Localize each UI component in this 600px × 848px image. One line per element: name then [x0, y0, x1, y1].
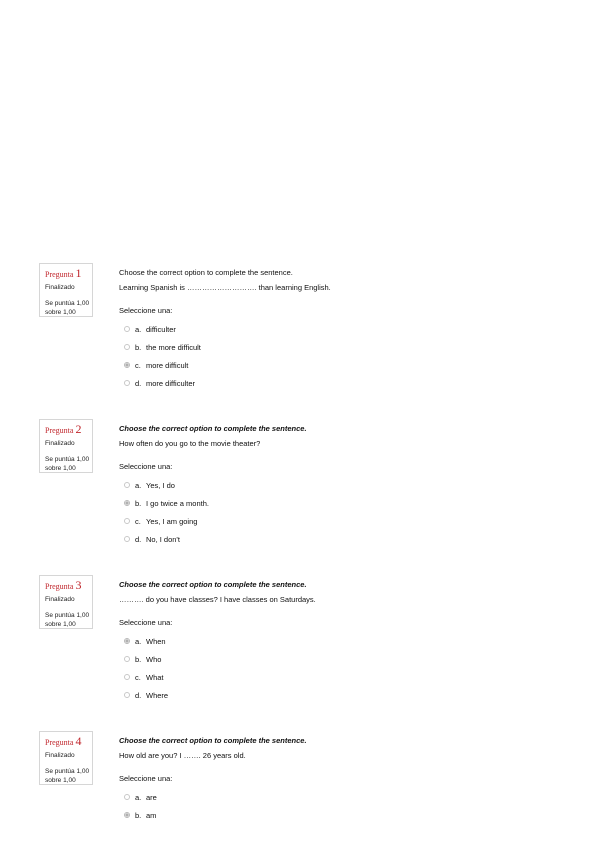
question-number-label — [45, 267, 92, 281]
option-letter: d. — [135, 534, 142, 544]
question-content — [119, 424, 539, 548]
option-text: I go twice a month. — [146, 498, 209, 508]
option-letter: b. — [135, 342, 142, 352]
question-grade-line2: sobre 1,00 — [45, 465, 76, 472]
option-text: When — [146, 636, 166, 646]
option-letter: b. — [135, 654, 142, 664]
radio-button[interactable] — [124, 482, 130, 488]
question-content — [119, 580, 539, 704]
question-info-box — [39, 419, 93, 473]
question-state: Finalizado — [45, 284, 75, 291]
question-word: Pregunta — [45, 738, 76, 747]
select-one-label: Seleccione una: — [119, 462, 173, 471]
option-letter: d. — [135, 690, 142, 700]
option-text: What — [146, 672, 164, 682]
option-letter: c. — [135, 672, 141, 682]
question-info-box — [39, 731, 93, 785]
option-letter: a. — [135, 324, 142, 334]
option-letter: a. — [135, 792, 142, 802]
question-prompt: Choose the correct option to complete the sentence. — [119, 580, 307, 589]
option-letter: d. — [135, 378, 142, 388]
radio-button[interactable] — [124, 536, 130, 542]
answer-option[interactable] — [119, 788, 539, 806]
question-number-label — [45, 735, 92, 749]
option-text: are — [146, 792, 157, 802]
answer-option[interactable] — [119, 494, 539, 512]
option-text: Where — [146, 690, 169, 700]
option-text: the more difficult — [146, 342, 201, 352]
radio-button[interactable] — [124, 344, 130, 350]
question-number: 2 — [75, 422, 82, 436]
select-one-label: Seleccione una: — [119, 774, 173, 783]
option-text: Yes, I am going — [146, 516, 198, 526]
option-text: more difficult — [146, 360, 189, 370]
question-content — [119, 268, 539, 392]
question-grade-line2: sobre 1,00 — [45, 777, 76, 784]
answer-option[interactable] — [119, 374, 539, 392]
question-number-label — [45, 579, 92, 593]
question-info-box — [39, 263, 93, 317]
radio-button[interactable] — [124, 692, 130, 698]
question-prompt: Choose the correct option to complete the sentence. — [119, 268, 293, 277]
select-one-label: Seleccione una: — [119, 618, 173, 627]
answer-option[interactable] — [119, 632, 539, 650]
option-letter: a. — [135, 480, 142, 490]
radio-button[interactable] — [124, 656, 130, 662]
question-grade-line1: Se puntúa 1,00 — [45, 300, 90, 307]
question-word: Pregunta — [45, 426, 76, 435]
option-text: No, I don't — [146, 534, 180, 544]
radio-button[interactable] — [124, 380, 130, 386]
option-letter: b. — [135, 810, 142, 820]
option-letter: c. — [135, 360, 141, 370]
option-letter: a. — [135, 636, 142, 646]
answer-option[interactable] — [119, 476, 539, 494]
answer-option[interactable] — [119, 686, 539, 704]
question-prompt: Choose the correct option to complete the sentence. — [119, 424, 307, 433]
answer-option[interactable] — [119, 338, 539, 356]
answer-option[interactable] — [119, 512, 539, 530]
radio-button[interactable] — [124, 794, 130, 800]
question-grade-line1: Se puntúa 1,00 — [45, 768, 90, 775]
radio-button[interactable] — [124, 638, 130, 644]
question-number-label — [45, 423, 92, 437]
radio-button[interactable] — [124, 326, 130, 332]
question-sentence: How old are you? I ……. 26 years old. — [119, 751, 246, 760]
question-state: Finalizado — [45, 440, 75, 447]
option-text: Who — [146, 654, 162, 664]
select-one-label: Seleccione una: — [119, 306, 173, 315]
radio-button[interactable] — [124, 500, 130, 506]
option-letter: c. — [135, 516, 141, 526]
question-word: Pregunta — [45, 270, 76, 279]
question-grade-line1: Se puntúa 1,00 — [45, 612, 90, 619]
answer-option[interactable] — [119, 356, 539, 374]
answer-option[interactable] — [119, 806, 539, 824]
answer-option[interactable] — [119, 320, 539, 338]
question-grade-line2: sobre 1,00 — [45, 621, 76, 628]
question-state: Finalizado — [45, 596, 75, 603]
question-state: Finalizado — [45, 752, 75, 759]
radio-button[interactable] — [124, 674, 130, 680]
question-number: 4 — [75, 734, 82, 748]
option-text: difficulter — [146, 324, 176, 334]
question-sentence: How often do you go to the movie theater? — [119, 439, 261, 448]
option-text: am — [146, 810, 157, 820]
question-sentence: ………. do you have classes? I have classes on Saturdays. — [119, 595, 316, 604]
question-sentence: Learning Spanish is ………………………. than learning English. — [119, 283, 331, 292]
radio-button[interactable] — [124, 362, 130, 368]
radio-button[interactable] — [124, 812, 130, 818]
question-number: 1 — [75, 266, 82, 280]
option-text: Yes, I do — [146, 480, 175, 490]
question-info-box — [39, 575, 93, 629]
question-prompt: Choose the correct option to complete the sentence. — [119, 736, 307, 745]
option-text: more difficulter — [146, 378, 196, 388]
radio-button[interactable] — [124, 518, 130, 524]
answer-option[interactable] — [119, 650, 539, 668]
answer-option[interactable] — [119, 530, 539, 548]
option-letter: b. — [135, 498, 142, 508]
question-word: Pregunta — [45, 582, 76, 591]
answer-option[interactable] — [119, 668, 539, 686]
question-content — [119, 736, 539, 824]
question-grade-line2: sobre 1,00 — [45, 309, 76, 316]
question-grade-line1: Se puntúa 1,00 — [45, 456, 90, 463]
question-number: 3 — [75, 578, 82, 592]
